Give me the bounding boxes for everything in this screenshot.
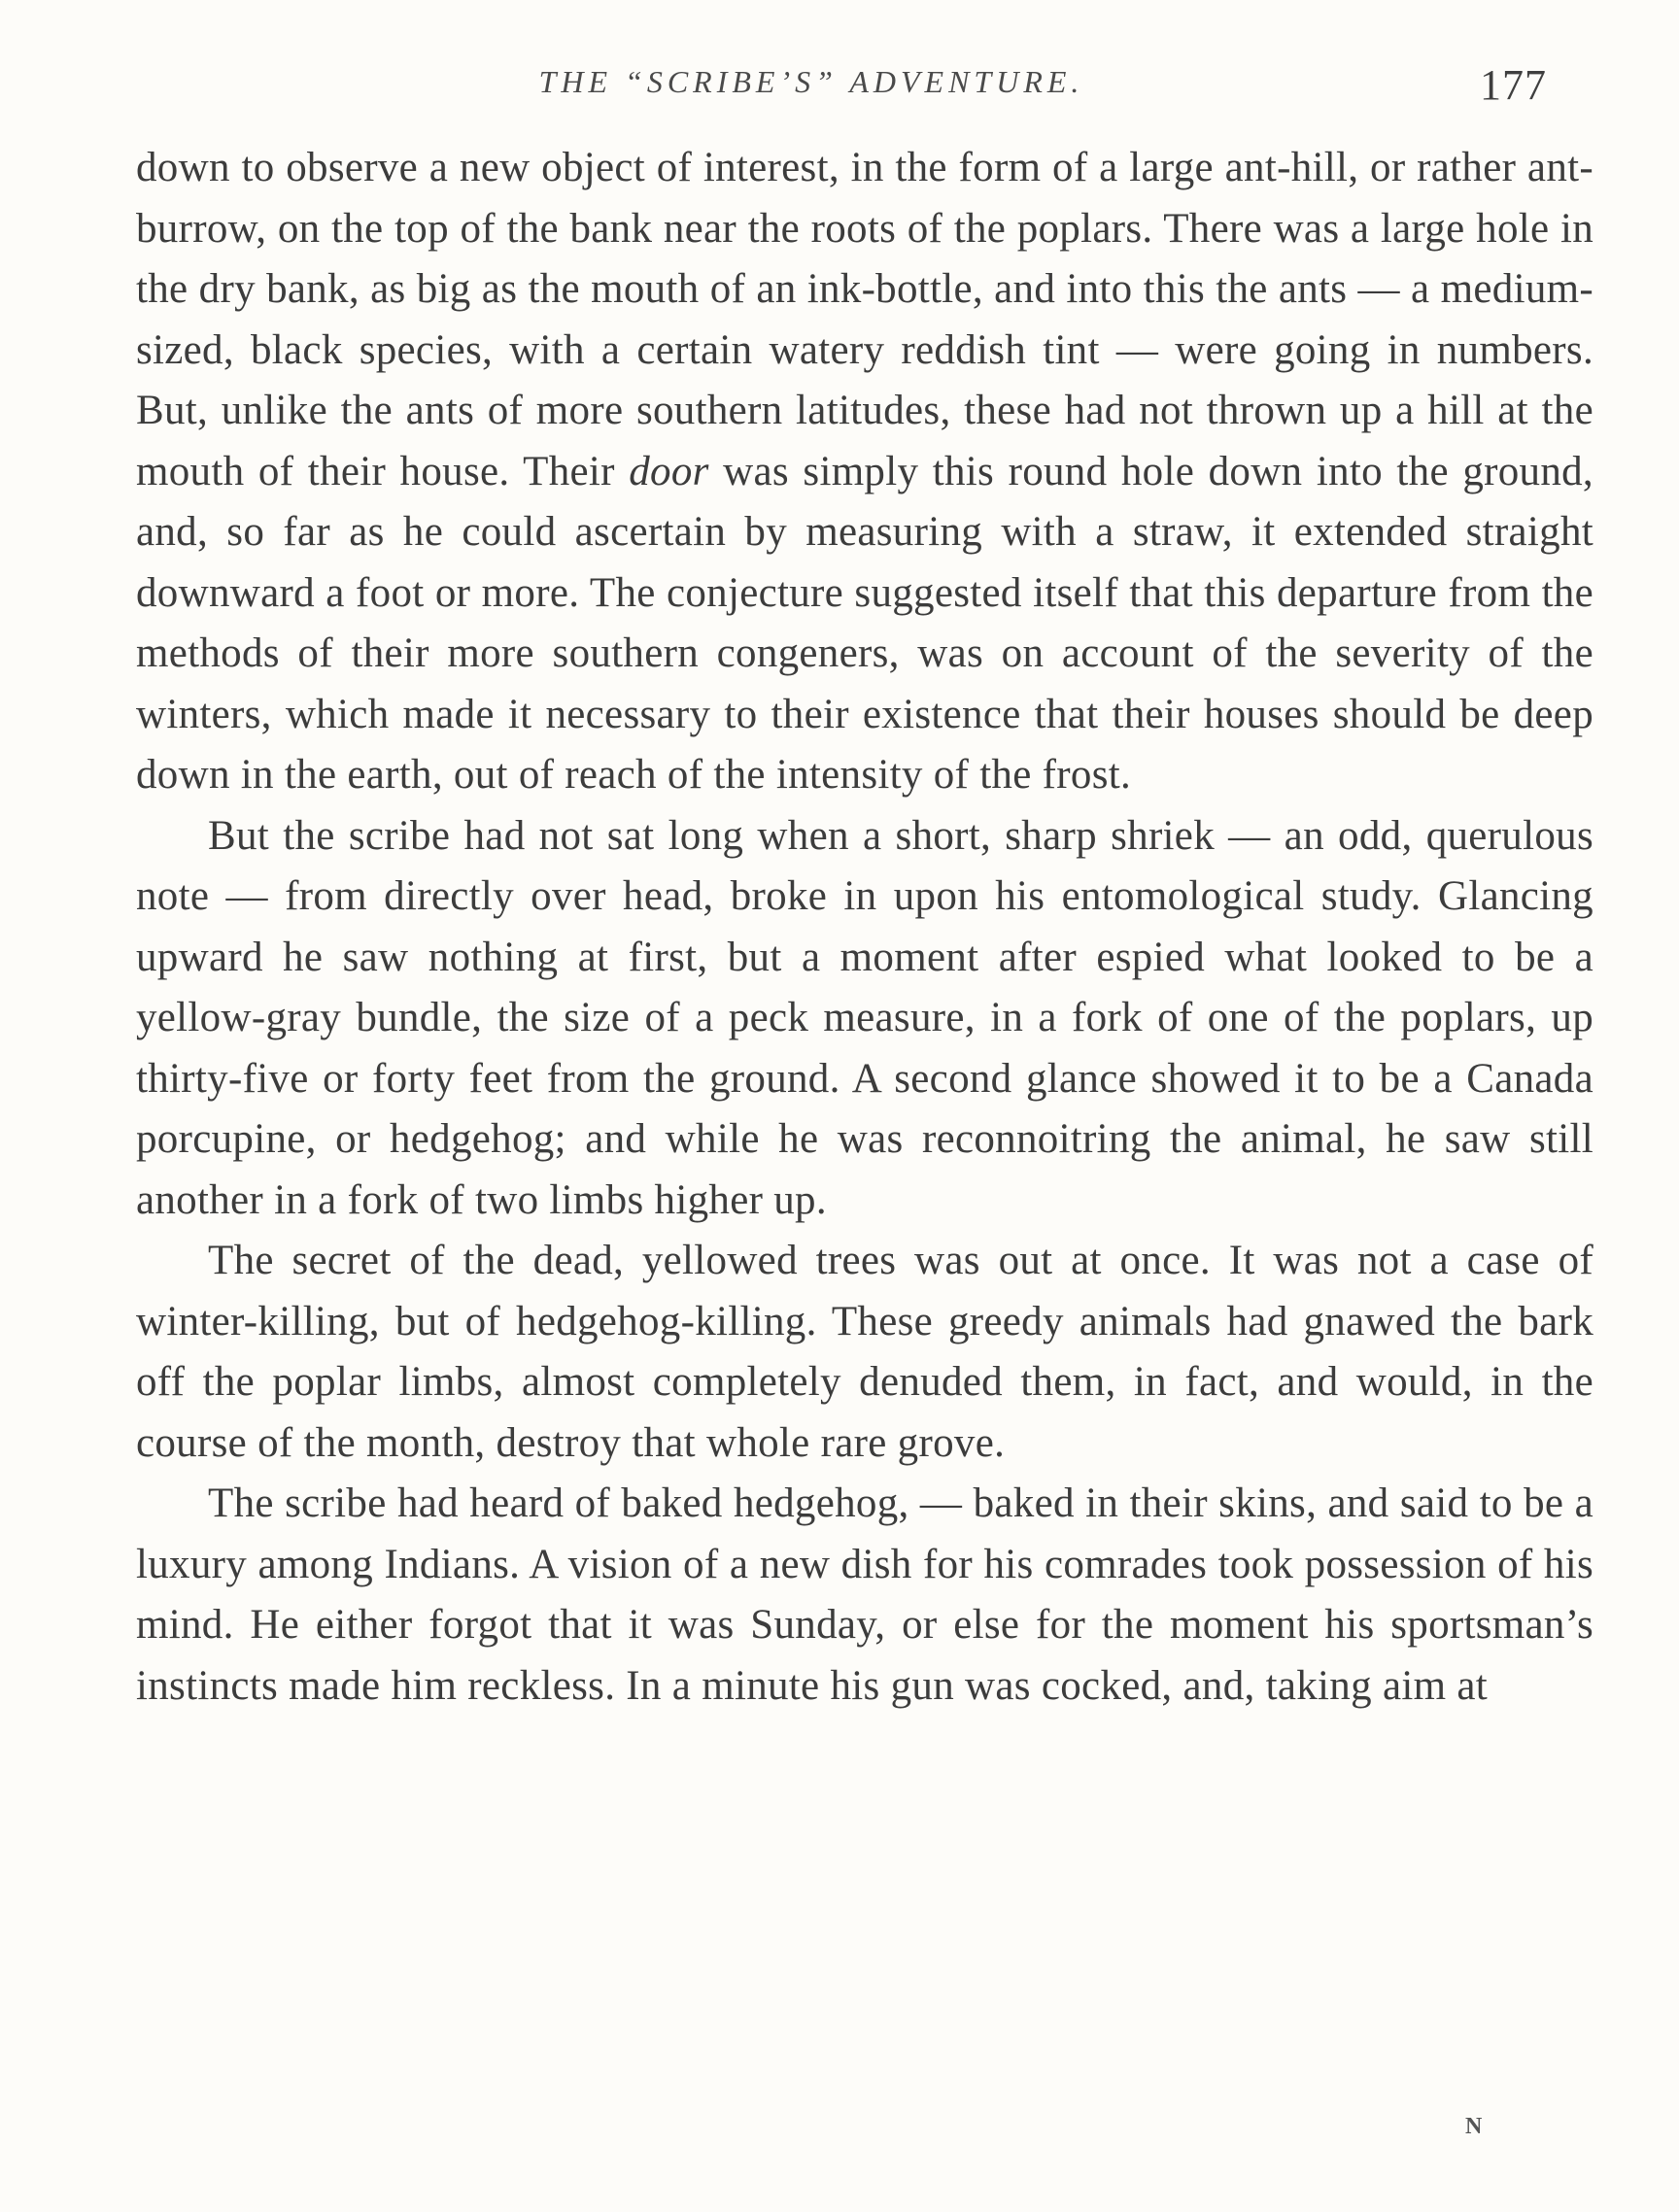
paragraph-text: The secret of the dead, yellowed trees was out at once. It was not a case of winter-killing, but of hedgehog-killing. These greedy animals had gnawed the bark off the poplar limbs, almost completely denuded them, in fact, and would, in the course of the month, destroy that whole rare grove. (136, 1238, 1593, 1466)
body-text (136, 138, 1593, 1717)
running-title: THE “SCRIBE’S” ADVENTURE. (538, 64, 1084, 99)
page-number: 177 (1480, 61, 1547, 109)
running-head (136, 60, 1593, 119)
paragraph (136, 138, 1593, 806)
signature-mark: N (1465, 2114, 1485, 2139)
paragraph-text: was simply this round hole down into the ground, and, so far as he could ascertain by measuring with a straw, it extended straight downward a foot or more. The conjecture suggested itself that this departure from the methods of their more southern congeners, was on account of the severity of the winters, which made it necessary to their existence that their houses should be deep down in the earth, out of reach of the intensity of the frost. (136, 448, 1593, 798)
paragraph-text: down to observe a new object of interest, in the form of a large ant-hill, or rather ant-burrow, on the top of the bank near the roots of the poplars. There was a large hole in the dry bank, as big as the mouth of an ink-bottle, and into this the ants — a medium-sized, black species, with a certain watery reddish tint — were going in numbers. But, unlike the ants of more southern latitudes, these had not thrown up a hill at the mouth of their house. Their (136, 145, 1593, 494)
paragraph-text: The scribe had heard of baked hedgehog, — baked in their skins, and said to be a luxury among Indians. A vision of a new dish for his comrades took possession of his mind. He either forgot that it was Sunday, or else for the moment his sportsman’s instincts made him reckless. In a minute his gun was cocked, and, taking aim at (136, 1480, 1593, 1709)
paragraph-text: But the scribe had not sat long when a short, sharp shriek — an odd, querulous note — from directly over head, broke in upon his entomological study. Glancing upward he saw nothing at first, but a moment after espied what looked to be a yellow-gray bundle, the size of a peck measure, in a fork of one of the poplars, up thirty-five or forty feet from the ground. A second glance showed it to be a Canada porcupine, or hedgehog; and while he was reconnoitring the animal, he saw still another in a fork of two limbs higher up. (136, 812, 1593, 1223)
paragraph (136, 1474, 1593, 1717)
emphasis-text: door (629, 448, 709, 494)
paragraph (136, 1231, 1593, 1474)
paragraph (136, 806, 1593, 1232)
